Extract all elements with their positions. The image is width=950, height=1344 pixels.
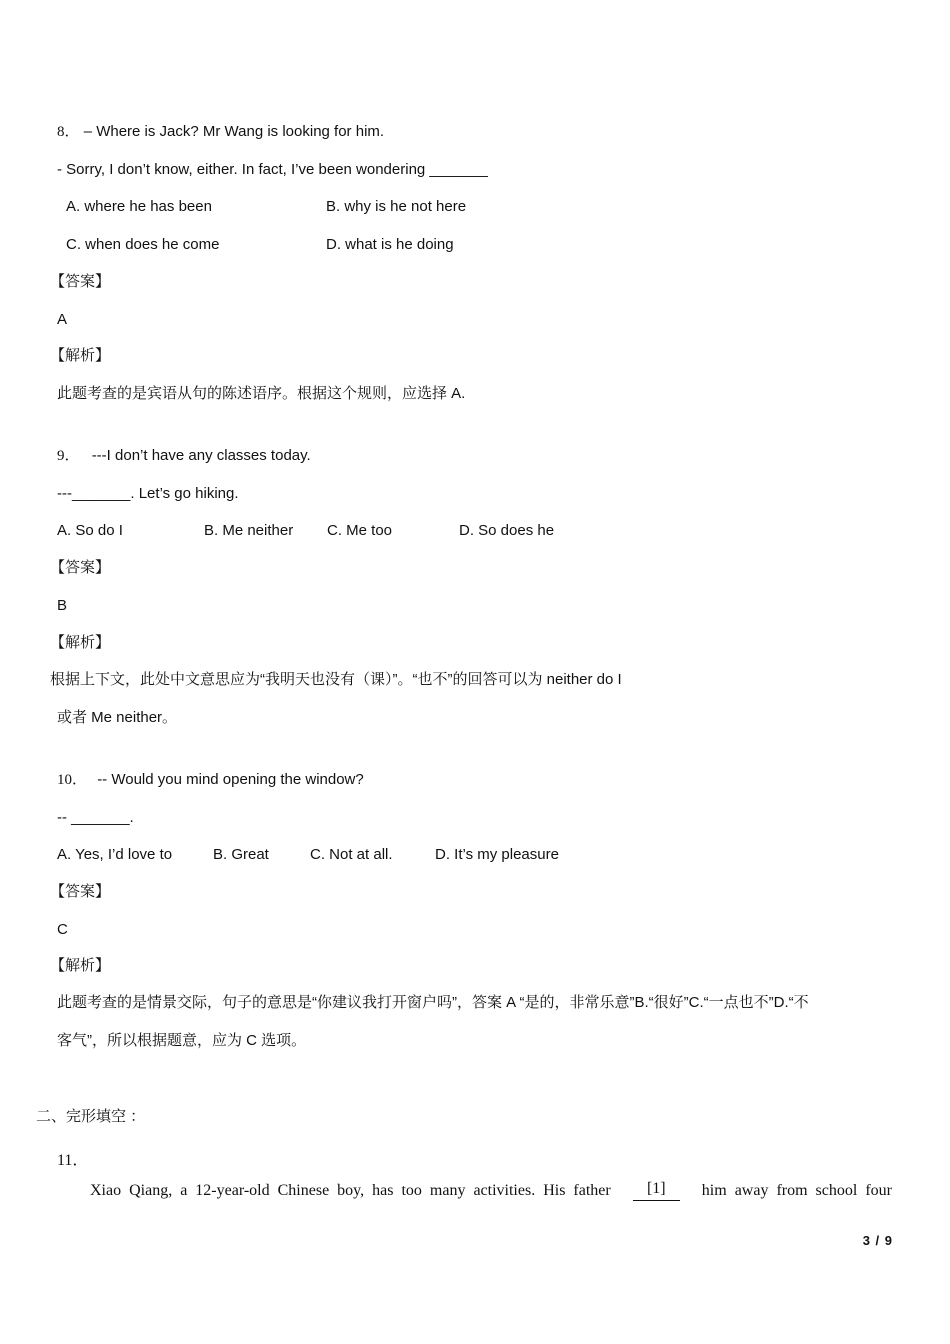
q10-analysis-line2: 客气”，所以根据题意，应为 C 选项。	[57, 1032, 307, 1049]
q9-answer: B	[57, 597, 68, 614]
q11-passage-start: Xiao Qiang, a 12-year-old Chinese boy, has too many activities. His father	[90, 1182, 611, 1199]
q9-analysis-line2: 或者 Me neither。	[57, 709, 178, 726]
q9-option-c: C. Me too	[327, 522, 393, 539]
page-number: 3 / 9	[862, 1233, 893, 1248]
q10-option-a: A. Yes, I’d love to	[57, 846, 173, 863]
q8-number: 8．	[57, 124, 80, 140]
q10-analysis-label: 【解析】	[50, 957, 111, 974]
q8-option-d: D. what is he doing	[326, 236, 454, 253]
q8-answer: A	[57, 311, 68, 328]
q10-option-c: C. Not at all.	[310, 846, 393, 863]
q8-option-a: A. where he has been	[66, 198, 212, 215]
q9-stem-text: ---I don’t have any classes today.	[91, 447, 311, 464]
q9-option-d: D. So does he	[459, 522, 555, 539]
q8-option-b: B. why is he not here	[326, 198, 467, 215]
q10-option-d: D. It’s my pleasure	[435, 846, 559, 863]
q10-stem-text: -- Would you mind opening the window?	[97, 771, 364, 788]
q8-analysis: 此题考查的是宾语从句的陈述语序。根据这个规则，应选择 A.	[57, 385, 466, 402]
q10-option-b: B. Great	[213, 846, 269, 863]
q9-option-b: B. Me neither	[204, 522, 294, 539]
q9-answer-label: 【答案】	[50, 559, 111, 576]
q9-option-a: A. So do I	[57, 522, 123, 539]
q8-answer-label: 【答案】	[50, 273, 111, 290]
q9-number: 9．	[57, 448, 80, 464]
q10-number: 10．	[57, 772, 88, 788]
q11-passage	[90, 1181, 892, 1201]
q8-stem-text: – Where is Jack? Mr Wang is looking for him.	[83, 123, 385, 140]
q8-stem	[57, 122, 384, 142]
q9-analysis-label: 【解析】	[50, 634, 111, 651]
q8-line2: - Sorry, I don’t know, either. In fact, I’ve been wondering _______	[57, 161, 488, 178]
q9-analysis-line1: 根据上下文，此处中文意思应为“我明天也没有（课）”。“也不”的回答可以为 neither do I	[50, 671, 622, 688]
q10-line2: -- _______.	[57, 809, 134, 826]
q8-analysis-label: 【解析】	[50, 347, 111, 364]
q9-line2: ---_______. Let’s go hiking.	[57, 485, 239, 502]
section-heading: 二、完形填空 ：	[36, 1108, 146, 1125]
q11-number: 11．	[57, 1152, 89, 1169]
q10-answer-label: 【答案】	[50, 883, 111, 900]
q8-option-c: C. when does he come	[66, 236, 220, 253]
q10-stem	[57, 770, 364, 790]
q10-answer: C	[57, 921, 68, 938]
q11-passage-end: him away from school four	[701, 1182, 892, 1199]
q11-blank[interactable]: [1]	[633, 1181, 680, 1201]
q10-analysis-line1: 此题考查的是情景交际，句子的意思是“你建议我打开窗户吗”，答案 A “是的，非常乐意”B.“很好”C.“一点也不”D.“不	[57, 994, 809, 1011]
q9-stem	[57, 446, 311, 466]
